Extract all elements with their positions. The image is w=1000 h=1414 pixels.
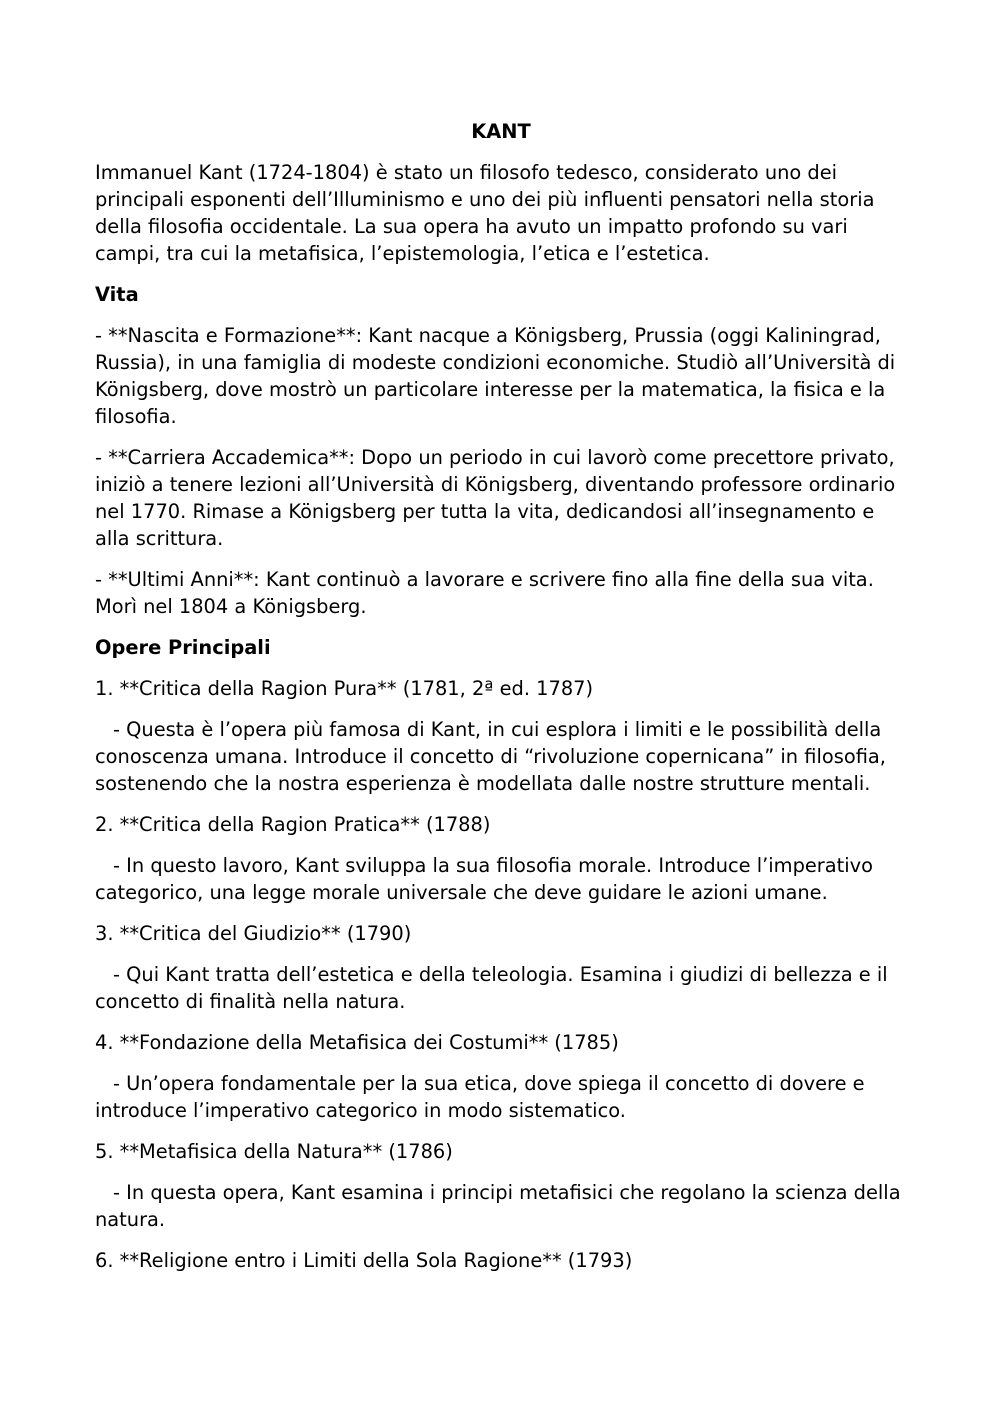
opera-title: 4. **Fondazione della Metafisica dei Costumi** (1785) [95,1031,619,1054]
section-heading-vita: Vita [95,283,139,306]
opera-description: - In questo lavoro, Kant sviluppa la sua filosofia morale. Introduce l’imperativo categorico, una legge morale universale che deve guidare le azioni umane. [95,854,873,904]
vita-item-carriera: - **Carriera Accademica**: Dopo un periodo in cui lavorò come precettore privato, iniziò a tenere lezioni all’Università di Königsberg, diventando professore ordinario nel 1770. Rimase a Königsberg per tutta la vita, dedicandosi all’insegnamento e alla scrittura. [95,446,896,550]
opera-title: 1. **Critica della Ragion Pura** (1781, 2ª ed. 1787) [95,677,594,700]
opera-title: 3. **Critica del Giudizio** (1790) [95,922,412,945]
document-title: KANT [471,120,531,143]
opera-description: - Questa è l’opera più famosa di Kant, in cui esplora i limiti e le possibilità della conoscenza umana. Introduce il concetto di “rivoluzione copernicana” in filosofia, sostenendo che la nostra esperienza è modellata dalle nostre strutture mentali. [95,718,886,795]
opera-title: 6. **Religione entro i Limiti della Sola Ragione** (1793) [95,1249,633,1272]
document-body [95,118,907,1288]
vita-item-ultimi-anni: - **Ultimi Anni**: Kant continuò a lavorare e scrivere fino alla fine della sua vita. Morì nel 1804 a Königsberg. [95,568,874,618]
opera-description: - Un’opera fondamentale per la sua etica, dove spiega il concetto di dovere e introduce l’imperativo categorico in modo sistematico. [95,1072,865,1122]
opera-description: - Qui Kant tratta dell’estetica e della teleologia. Esamina i giudizi di bellezza e il concetto di finalità nella natura. [95,963,888,1013]
opera-title: 5. **Metafisica della Natura** (1786) [95,1140,453,1163]
opera-description: - In questa opera, Kant esamina i principi metafisici che regolano la scienza della natura. [95,1181,901,1231]
section-heading-opere: Opere Principali [95,636,271,659]
vita-item-nascita: - **Nascita e Formazione**: Kant nacque a Königsberg, Prussia (oggi Kaliningrad, Russia), in una famiglia di modeste condizioni economiche. Studiò all’Università di Königsberg, dove mostrò un particolare interesse per la matematica, la fisica e la filosofia. [95,324,896,428]
intro-paragraph: Immanuel Kant (1724-1804) è stato un filosofo tedesco, considerato uno dei principali esponenti dell’Illuminismo e uno dei più influenti pensatori nella storia della filosofia occidentale. La sua opera ha avuto un impatto profondo su vari campi, tra cui la metafisica, l’epistemologia, l’etica e l’estetica. [95,161,875,265]
opera-title: 2. **Critica della Ragion Pratica** (1788) [95,813,491,836]
